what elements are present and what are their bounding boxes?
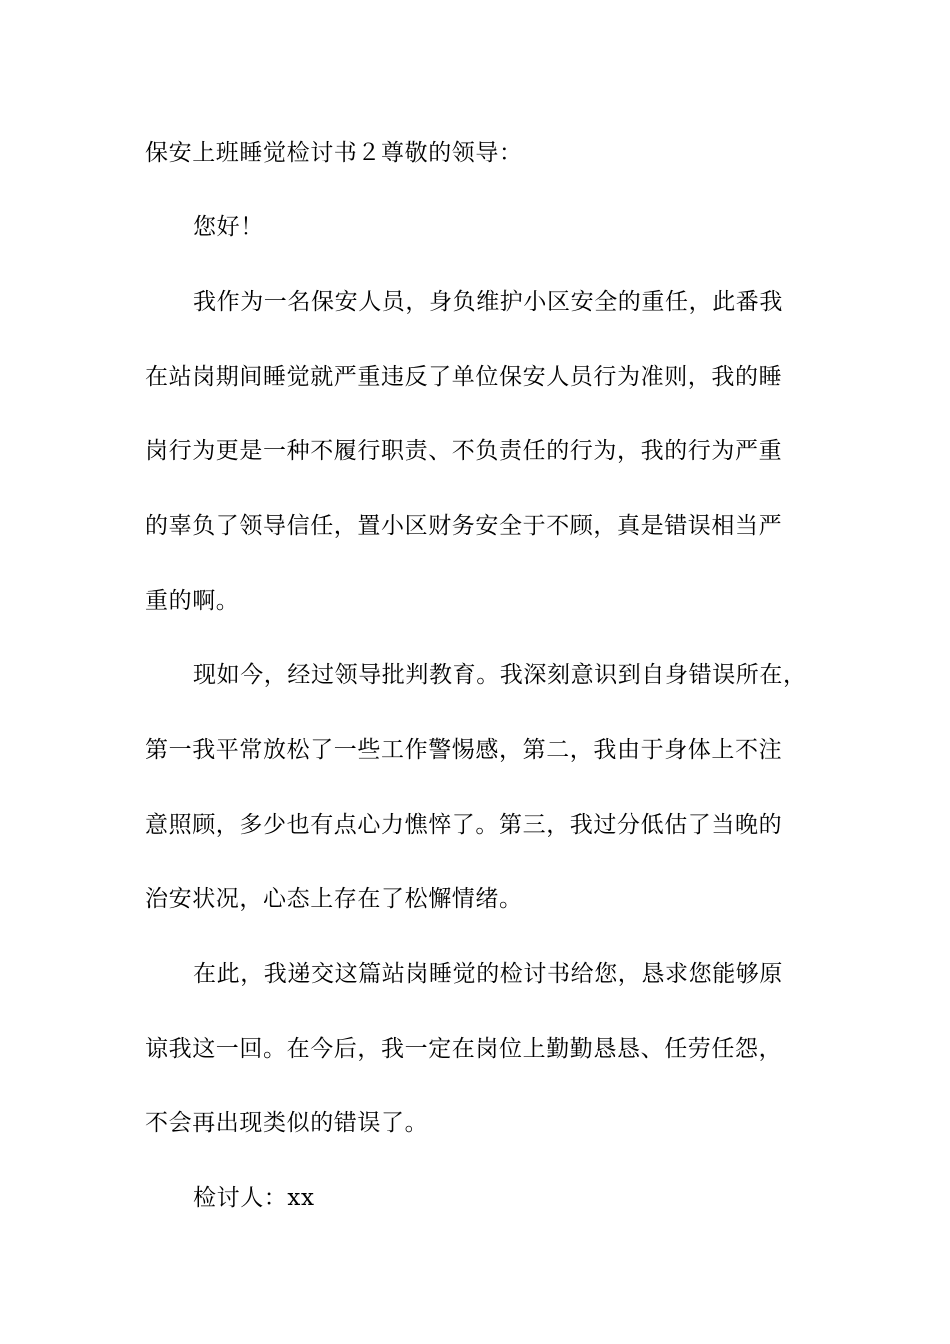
signature: 检讨人：xx <box>193 1185 315 1211</box>
paragraph-line: 在此，我递交这篇站岗睡觉的检讨书给您，恳求您能够原 <box>193 961 783 987</box>
paragraph-line: 现如今，经过领导批判教育。我深刻意识到自身错误所在， <box>193 662 807 688</box>
paragraph-line: 意照顾，多少也有点心力憔悴了。第三，我过分低估了当晚的 <box>145 812 783 838</box>
paragraph-line: 我作为一名保安人员，身负维护小区安全的重任，此番我 <box>193 289 783 315</box>
paragraph-line: 第一我平常放松了一些工作警惕感，第二，我由于身体上不注 <box>145 737 783 763</box>
greeting: 您好！ <box>193 214 264 240</box>
paragraph-line: 的辜负了领导信任，置小区财务安全于不顾，真是错误相当严 <box>145 513 783 539</box>
paragraph-line: 不会再出现类似的错误了。 <box>145 1110 429 1136</box>
title-line: 保安上班睡觉检讨书２尊敬的领导： <box>145 140 523 166</box>
paragraph-line: 在站岗期间睡觉就严重违反了单位保安人员行为准则，我的睡 <box>145 364 783 390</box>
paragraph-line: 重的啊。 <box>145 588 240 614</box>
paragraph-line: 岗行为更是一种不履行职责、不负责任的行为，我的行为严重 <box>145 438 783 464</box>
paragraph-line: 治安状况，心态上存在了松懈情绪。 <box>145 886 523 912</box>
paragraph-line: 谅我这一回。在今后，我一定在岗位上勤勤恳恳、任劳任怨， <box>145 1036 783 1062</box>
